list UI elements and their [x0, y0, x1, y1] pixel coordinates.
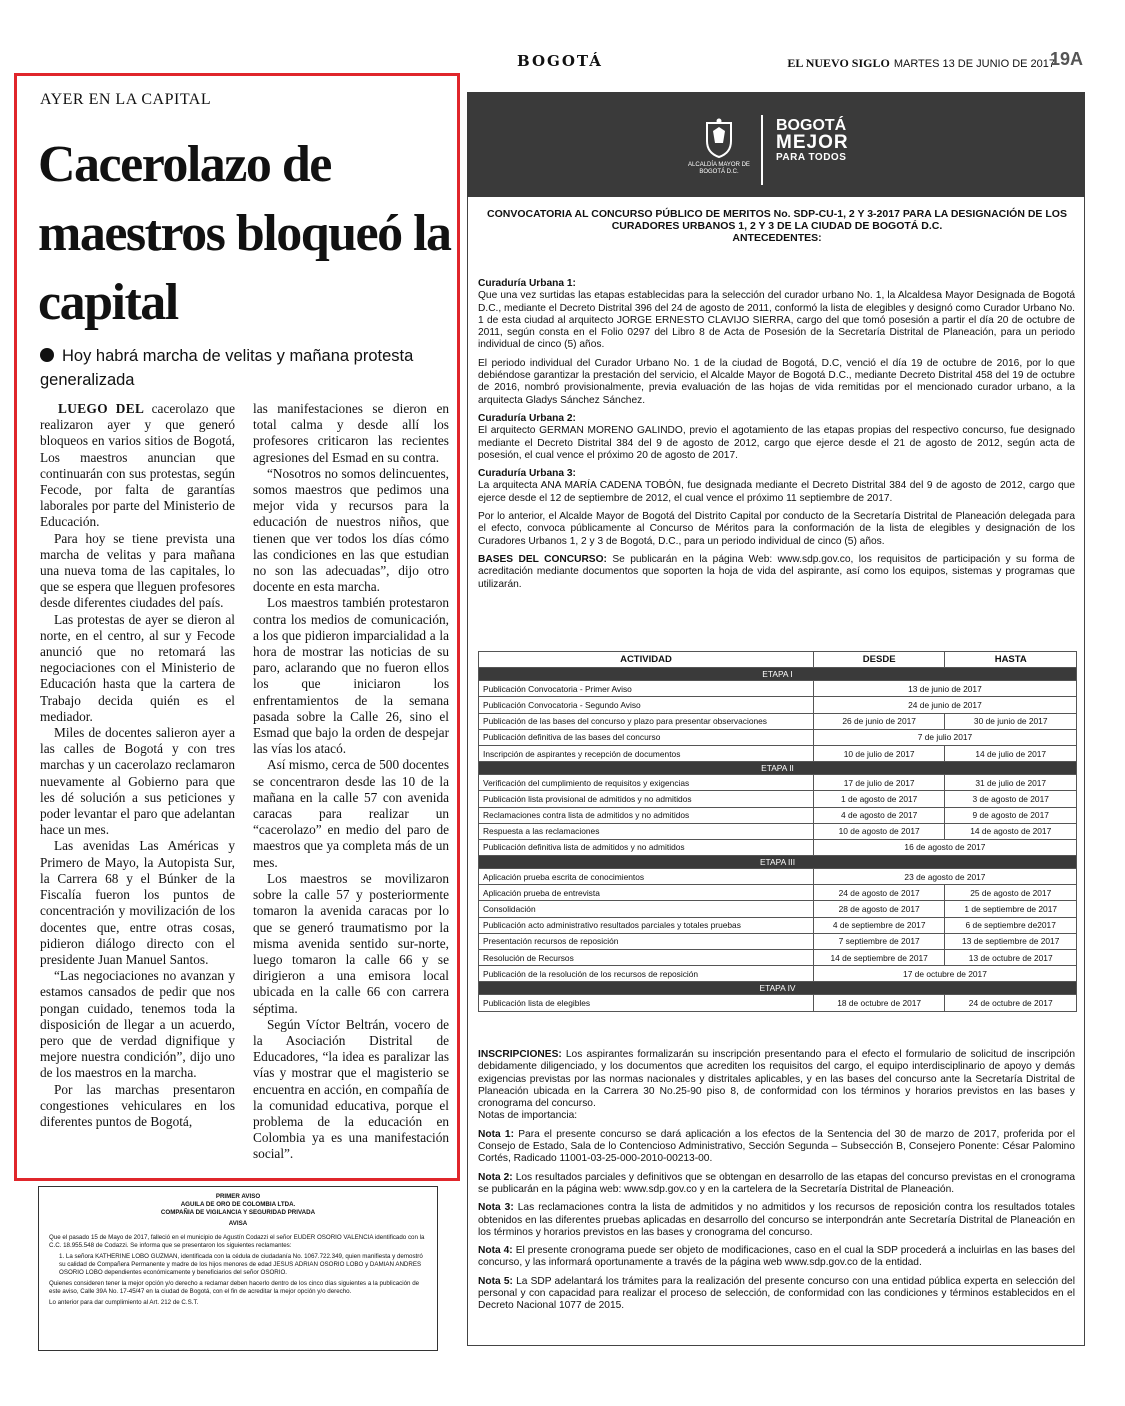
schedule-row: [479, 729, 1077, 745]
desde-cell: 1 de agosto de 2017: [813, 791, 945, 807]
date-cell: 23 de agosto de 2017: [813, 869, 1076, 885]
date-cell: 16 de agosto de 2017: [813, 839, 1076, 855]
article-paragraph: Los maestros se movilizaron sobre la calle 57 y posteriormente tomaron la avenida caracas por lo que se generó traumatismo por la misma avenida sentido sur-norte, luego tomaron la calle 66 y se dirigieron a una emisora local ubicada en la calle 66 con carrera séptima.: [253, 870, 449, 1016]
article-column-1: [40, 401, 235, 1130]
notice-paragraph: Lo anterior para dar cumplimiento al Art. 212 de C.S.T.: [49, 1299, 199, 1306]
brand-line-1: BOGOTÁ: [776, 117, 847, 134]
stage-label: ETAPA IV: [479, 982, 1077, 995]
alcaldia-text: ALCALDÍA MAYOR DE BOGOTÁ D.C.: [688, 162, 750, 175]
hasta-cell: 9 de agosto de 2017: [945, 807, 1077, 823]
date-cell: 13 de junio de 2017: [813, 681, 1076, 697]
date-cell: 17 de octubre de 2017: [813, 966, 1076, 982]
hasta-cell: 31 de julio de 2017: [945, 775, 1077, 791]
article-paragraph: Los maestros también protestaron contra los medios de comunicación, a los que pidieron imparcialidad a la hora de mostrar las noticias de su paro, aclarando que no fueron ellos los que iniciaron los enfrentamientos de la semana pasada sobre la Calle 26, sino el Esmad que bajo la orden de despejar las vías los atacó.: [253, 595, 449, 757]
stage-row: [479, 668, 1077, 681]
activity-cell: Verificación del cumplimiento de requisitos y exigencias: [479, 775, 814, 791]
activity-cell: Inscripción de aspirantes y recepción de documentos: [479, 745, 814, 761]
activity-cell: Publicación acto administrativo resultados parciales y totales pruebas: [479, 917, 814, 933]
cu1-title: Curaduría Urbana 1:: [478, 278, 576, 289]
article-paragraph: Las avenidas Las Américas y Primero de Mayo, la Autopista Sur, la Carrera 68 y el Búnker de la Fiscalía fueron los puntos de concentración y movilización de los docentes que, entre otras cosas, pidieron diálogo directo con el presidente Juan Manuel Santos.: [40, 838, 235, 967]
logo-divider: [761, 115, 763, 185]
article-paragraph: Miles de docentes salieron ayer a las calles de Bogotá y con tres marchas y un cacerolazo reclamaron nuevamente al Gobierno para que les dé solución a sus peticiones y poder levantar el paro que adelantan hace un mes.: [40, 725, 235, 838]
nota-3: [478, 1202, 1075, 1239]
ad-paragraph: El periodo individual del Curador Urbano No. 1 de la ciudad de Bogotá, D.C, venció el día 19 de octubre de 2016, por lo que debiéndose garantizar la prestación del servicio, el Alcalde Mayor de Bogotá D.C., mediante Decreto Distrital 458 del 19 de octubre de 2016, nombró provisionalmente, previa evaluación de las hojas de vida remitidas por el mencionado curador urbano, a la arquitecta Gladys Sánchez Sánchez.: [478, 357, 1075, 406]
nota-text: Para el presente concurso se dará aplicación a los efectos de la Sentencia del 30 de marzo de 2017, proferida por el Consejo de Estado, Sala de lo Contencioso Administrativo, Sección Segunda – Subsección B, Consejero Ponente: César Palomino Cortés, Radicado 11001-03-25-000-2010-00213-00.: [478, 1128, 1075, 1165]
desde-cell: 10 de julio de 2017: [813, 745, 945, 761]
col-header-desde: DESDE: [813, 652, 945, 668]
schedule-row: [479, 713, 1077, 729]
subheading-text: ANTECEDENTES:: [732, 232, 822, 244]
cu3-title: Curaduría Urbana 3:: [478, 468, 576, 480]
schedule-row: [479, 869, 1077, 885]
schedule-row: [479, 917, 1077, 933]
hasta-cell: 14 de agosto de 2017: [945, 823, 1077, 839]
article-deck: [40, 344, 450, 392]
section-name: BOGOTÁ: [517, 52, 603, 70]
schedule-row: [479, 823, 1077, 839]
ad-paragraph: [478, 554, 1075, 591]
desde-cell: 28 de agosto de 2017: [813, 901, 945, 917]
nota-label: Nota 3:: [478, 1202, 514, 1214]
stage-label: ETAPA III: [479, 856, 1077, 869]
desde-cell: 4 de agosto de 2017: [813, 807, 945, 823]
activity-cell: Publicación de las bases del concurso y plazo para presentar observaciones: [479, 713, 814, 729]
cu2-title: Curaduría Urbana 2:: [478, 412, 576, 424]
notice-avisa: AVISA: [228, 1220, 248, 1227]
desde-cell: 18 de octubre de 2017: [813, 995, 945, 1011]
ad-paragraph: El arquitecto GERMAN MORENO GALINDO, previo el agotamiento de las etapas propias del respectivo concurso, fue designado mediante el Decreto Distrital 384 del 9 de agosto de 2012, cargo que ejerce desde el 21 de agosto de 2012, según acta de posesión, el cual vence el próximo 20 de agosto de 2017.: [478, 425, 1075, 461]
brand-line-3: PARA TODOS: [776, 152, 847, 163]
article-paragraph: Así mismo, cerca de 500 docentes se concentraron desde las 10 de la mañana en la calle 57 con avenida caracas para realizar un “cacerolazo” en medio del paro de maestros que ya completa más de un mes.: [253, 757, 449, 870]
desde-cell: 14 de septiembre de 2017: [813, 950, 945, 966]
nota-label: Nota 2:: [478, 1171, 513, 1183]
article-paragraph: [40, 401, 235, 531]
coat-of-arms-icon: [699, 117, 739, 159]
hasta-cell: 3 de agosto de 2017: [945, 791, 1077, 807]
inscripciones-body: [478, 1049, 1075, 1319]
schedule-row: [479, 885, 1077, 901]
schedule-row: [479, 995, 1077, 1011]
inscripciones-label: INSCRIPCIONES:: [478, 1049, 562, 1060]
article-paragraph: Por las marchas presentaron congestiones vehiculares en los diferentes puntos de Bogotá,: [40, 1081, 235, 1129]
notice-title: PRIMER AVISO: [215, 1193, 261, 1200]
notice-paragraph: 1. La señora KATHERINE LOBO GUZMAN, identificada con la cédula de ciudadanía No. 1067.722.349, quien manifiesta y demostró su calidad de Compañera Permanente y madre de los hijos menores de edad JESUS ADRIAN OSORIO LOBO y DAMIAN ANDRES OSORIO LOBO dependientes económicamente y beneficiarios del señor OSORIO.: [59, 1253, 423, 1276]
col-header-hasta: HASTA: [945, 652, 1077, 668]
schedule-row: [479, 791, 1077, 807]
schedule-row: [479, 950, 1077, 966]
hasta-cell: 13 de septiembre de 2017: [945, 933, 1077, 949]
nota-5: [478, 1276, 1075, 1313]
activity-cell: Aplicación prueba escrita de conocimientos: [479, 869, 814, 885]
masthead: [787, 56, 1055, 71]
nota-text: Los resultados parciales y definitivos que se obtengan en desarrollo de las etapas del concurso previstas en el cronograma se publicarán en la página web: www.sdp.gov.co y en la cartelera de la Secretaría Distrital de Planeación.: [478, 1171, 1075, 1195]
hasta-cell: 1 de septiembre de 2017: [945, 901, 1077, 917]
article-paragraph: Según Víctor Beltrán, vocero de la Asociación Distrital de Educadores, “la idea es paralizar las vías y mostrar que el magisterio se encuentra en acción, en compañía de la comunidad educativa, porque el problema de la educación en Colombia ya es una manifestación social”.: [253, 1016, 449, 1162]
inscripciones-text: Los aspirantes formalizarán su inscripción presentando para el efecto el formulario de solicitud de inscripción debidamente diligenciado, y los documentos que acrediten los requisitos del cargo, el equipo interdisciplinario de apoyo y demás exigencias previstas por las normas nacionales y distritales aplicables, y en las bases del concurso ante la Secretaría Distrital de Planeación ubicada en la Carrera 30 No.25-90 piso 8, de conformidad con los términos y horarios previstos en las bases y cronograma del concurso.: [478, 1049, 1075, 1110]
activity-cell: Publicación definitiva lista de admitidos y no admitidos: [479, 839, 814, 855]
activity-cell: Respuesta a las reclamaciones: [479, 823, 814, 839]
date-cell: 24 de junio de 2017: [813, 697, 1076, 713]
activity-cell: Publicación de la resolución de los recursos de reposición: [479, 966, 814, 982]
nota-text: La SDP adelantará los trámites para la realización del presente concurso con una entidad pública experta en selección del personal y con capacidad para realizar el proceso de selección, de conformidad con las condiciones y términos establecidos en el Decreto Nacional 1077 de 2015.: [478, 1275, 1075, 1312]
bases-label: BASES DEL CONCURSO:: [478, 553, 607, 565]
activity-cell: Consolidación: [479, 901, 814, 917]
desde-cell: 17 de julio de 2017: [813, 775, 945, 791]
paragraph-text: cacerolazo que realizaron ayer y que generó bloqueos en varios sitios de Bogotá, Los maestros anuncian que continuarán con sus protestas, según Fecode, por falta de garantías laborales por parte del Ministerio de Educación.: [40, 401, 235, 530]
hasta-cell: 25 de agosto de 2017: [945, 885, 1077, 901]
activity-cell: Resolución de Recursos: [479, 950, 814, 966]
desde-cell: 26 de junio de 2017: [813, 713, 945, 729]
ad-paragraph: La arquitecta ANA MARÍA CADENA TOBÓN, fue designada mediante el Decreto Distrital 384 del 9 de agosto de 2012, cargo que ejerce desde el 12 de septiembre de 2012, el cual vence el próximo 11 septiembre de 2017.: [478, 480, 1075, 504]
page-number: 19A: [1049, 49, 1083, 69]
col-header-actividad: ACTIVIDAD: [479, 652, 814, 668]
hasta-cell: 13 de octubre de 2017: [945, 950, 1077, 966]
stage-label: ETAPA I: [479, 668, 1077, 681]
legal-notice: [38, 1186, 438, 1351]
activity-cell: Publicación Convocatoria - Primer Aviso: [479, 681, 814, 697]
issue-date: MARTES 13 DE JUNIO DE 2017: [893, 58, 1055, 70]
hasta-cell: 30 de junio de 2017: [945, 713, 1077, 729]
bullet-icon: [40, 348, 54, 362]
nota-1: [478, 1129, 1075, 1166]
article-paragraph: “Las negociaciones no avanzan y estamos cansados de pedir que nos pongan cuidado, tenemos toda la disposición de llegar a un acuerdo, pero que de verdad dignifique y mejore nuestra condición”, dijo uno de los maestros en la marcha.: [40, 968, 235, 1081]
schedule-row: [479, 839, 1077, 855]
nota-label: Nota 5:: [478, 1275, 513, 1287]
article-paragraph: “Nosotros no somos delincuentes, somos maestros que pedimos una mejor vida y recursos para la educación de nuestros niños, que tienen que ver todos los días cómo las condiciones en las que estudian no son las adecuadas”, dijo otro docente en esta marcha.: [253, 465, 449, 595]
lead-in: LUEGO DEL: [58, 401, 145, 416]
schedule-row: [479, 697, 1077, 713]
bogota-mejor-logo: [776, 118, 849, 164]
schedule-header-row: [479, 652, 1077, 668]
activity-cell: Publicación lista de elegibles: [479, 995, 814, 1011]
notice-paragraph: Quienes consideren tener la mejor opción y/o derecho a reclamar deben hacerlo dentro de los cinco días siguientes a la publicación de este aviso, Calle 39A No. 17-45/47 en la ciudad de Bogotá, con el fin de acreditar la mejor opción y/o derecho.: [49, 1280, 420, 1295]
alcaldia-logo: [686, 117, 752, 176]
schedule-row: [479, 681, 1077, 697]
activity-cell: Aplicación prueba de entrevista: [479, 885, 814, 901]
schedule-row: [479, 807, 1077, 823]
article-column-2: [253, 401, 449, 1163]
ad-paragraph: Que una vez surtidas las etapas establecidas para la selección del curador urbano No. 1, la Alcaldesa Mayor Designada de Bogotá D.C., mediante el Decreto Distrital 396 del 24 de agosto de 2011, conformó la lista de elegibles y designó como Curador Urbano No. 1 de esta ciudad al arquitecto JORGE ERNESTO CLAVIJO SIERRA, cargo del que tomó posesión a partir el día 20 de octubre de 2011, según consta en el Folio 0297 del Libro 8 de Acta de Posesión de la Secretaría Distrital de Planeación, para un periodo individual de cinco (5) años.: [478, 290, 1075, 351]
desde-cell: 7 septiembre de 2017: [813, 933, 945, 949]
antecedentes-body: [478, 278, 1075, 597]
heading-text: CONVOCATORIA AL CONCURSO PÚBLICO DE MERITOS No. SDP-CU-1, 2 Y 3-2017 PARA LA DESIGNACIÓN DE LOS CURADORES URBANOS 1, 2 Y 3 DE LA CIUDAD DE BOGOTÁ D.C.: [487, 208, 1067, 232]
notice-company: AGUILA DE ORO DE COLOMBIA LTDA.: [180, 1201, 296, 1208]
nota-text: El presente cronograma puede ser objeto de modificaciones, caso en el cual la SDP procederá a incluirlas en las bases del concurso, y las informará oportunamente a través de la página web www.sdp.gov.co de la entidad.: [478, 1245, 1075, 1269]
bases-text: Se publicarán en la página Web: www.sdp.gov.co, los requisitos de participación y su forma de acreditación mediante documentos que soporten la hoja de vida del aspirante, así como los equipos, sistemas y programas que utilizarán.: [478, 553, 1075, 590]
schedule-table: [478, 651, 1077, 1012]
activity-cell: Publicación definitiva de las bases del concurso: [479, 729, 814, 745]
desde-cell: 10 de agosto de 2017: [813, 823, 945, 839]
hasta-cell: 24 de octubre de 2017: [945, 995, 1077, 1011]
stage-row: [479, 856, 1077, 869]
article-kicker: AYER EN LA CAPITAL: [40, 91, 212, 108]
schedule-row: [479, 933, 1077, 949]
convocatoria-heading: [480, 208, 1074, 244]
hasta-cell: 14 de julio de 2017: [945, 745, 1077, 761]
stage-label: ETAPA II: [479, 762, 1077, 775]
desde-cell: 4 de septiembre de 2017: [813, 917, 945, 933]
notice-company-sub: COMPAÑIA DE VIGILANCIA Y SEGURIDAD PRIVADA: [160, 1209, 316, 1216]
schedule-row: [479, 745, 1077, 761]
brand-line-2: MEJOR: [776, 132, 849, 153]
schedule-row: [479, 901, 1077, 917]
article-paragraph: Las protestas de ayer se dieron al norte, en el centro, al sur y Fecode anunció que no retomará las negociaciones con el Ministerio de Educación hasta que la cartera de Trabajo decida quién es el mediador.: [40, 611, 235, 724]
article-headline: Cacerolazo de maestros bloqueó la capital: [38, 136, 451, 331]
deck-text: Hoy habrá marcha de velitas y mañana protesta generalizada: [40, 347, 414, 389]
nota-2: [478, 1172, 1075, 1197]
article-paragraph: las manifestaciones se dieron en total calma y desde allí los profesores criticaron las recientes agresiones del Esmad en su contra.: [253, 401, 449, 465]
article-paragraph: Para hoy se tiene prevista una marcha de velitas y para mañana una nueva toma de las capitales, lo que se espera que lleguen profesores desde diferentes ciudades del país.: [40, 530, 235, 611]
schedule-row: [479, 966, 1077, 982]
nota-label: Nota 4:: [478, 1245, 513, 1257]
ad-paragraph: [478, 1049, 1075, 1110]
nota-4: [478, 1245, 1075, 1270]
activity-cell: Reclamaciones contra lista de admitidos y no admitidos: [479, 807, 814, 823]
ad-paragraph: Por lo anterior, el Alcalde Mayor de Bogotá del Distrito Capital por conducto de la Secretaría Distrital de Planeación delegada para el efecto, convoca públicamente al Concurso de Méritos para la conformación de la lista de elegibles y designación de los Curadores Urbanos 1, 2 y 3 de Bogotá, D.C., para un periodo individual de cinco (5) años.: [478, 511, 1075, 547]
nota-label: Nota 1:: [478, 1128, 514, 1140]
hasta-cell: 6 de septiembre de2017: [945, 917, 1077, 933]
paper-name: EL NUEVO SIGLO: [787, 56, 890, 70]
notice-paragraph: Que el pasado 15 de Mayo de 2017, falleció en el municipio de Agustín Codazzi el señor EUDER OSORIO VALENCIA identificado con la C.C. 18.955.548 de Codazzi. Se informa que se presentaron los siguientes reclamantes:: [49, 1234, 425, 1249]
stage-row: [479, 982, 1077, 995]
desde-cell: 24 de agosto de 2017: [813, 885, 945, 901]
activity-cell: Publicación Convocatoria - Segundo Aviso: [479, 697, 814, 713]
activity-cell: Publicación lista provisional de admitidos y no admitidos: [479, 791, 814, 807]
activity-cell: Presentación recursos de reposición: [479, 933, 814, 949]
stage-row: [479, 762, 1077, 775]
schedule-row: [479, 775, 1077, 791]
nota-text: Las reclamaciones contra la lista de admitidos y no admitidos y los recursos de reposición contra los resultados totales obtenidos en las diferentes pruebas aplicadas en desarrollo del concurso se interpondrán ante Secretaría Distrital de Planeación en los términos y horarios previstos en las bases y cronograma del concurso.: [478, 1202, 1075, 1238]
date-cell: 7 de julio 2017: [813, 729, 1076, 745]
notas-label: Notas de importancia:: [478, 1110, 578, 1122]
